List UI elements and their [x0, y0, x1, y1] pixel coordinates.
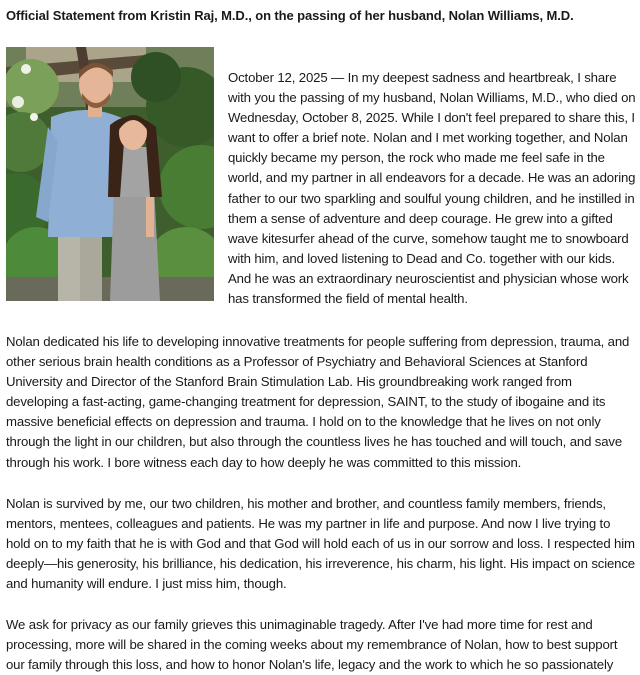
statement-paragraph-4: We ask for privacy as our family grieves this unimaginable tragedy. After I've had more time for rest and processing, more will be shared in the coming weeks about my remembrance of Nolan, how to best support our family through this loss, and how to honor Nolan's life, legacy and the work to which he so passionately: [6, 617, 618, 673]
statement-paragraph-3: Nolan is survived by me, our two children, his mother and brother, and countless family members, friends, mentors, mentees, colleagues and patients. He was my partner in life and purpose. And now I live trying to hold on to my faith that he is with God and that God will hold each of us in our sorrow and loss. I respected him deeply—his generosity, his brilliance, his dedication, his irreverence, his charm, his light. His impact on science and humanity will endure. I just miss him, though.: [6, 496, 635, 592]
couple-photo: [6, 47, 214, 301]
statement-paragraph-1: October 12, 2025 — In my deepest sadness and heartbreak, I share with you the passing of my husband, Nolan Williams, M.D., who died on Wednesday, October 8, 2025. While I don't feel prepared to share this, I want to offer a brief note. Nolan and I met working together, and Nolan quickly became my person, the rock who made me feel safe in the world, and my partner in all endeavors for a decade. He was an adoring father to our two sparkling and soulful young children, and he instilled in them a sense of adventure and deep courage. He grew into a gifted wave kitesurfer ahead of the curve, somehow taught me to snowboard with him, and loved listening to Dead and Co. together with our kids. And he was an extraordinary neuroscientist and physician whose work has transformed the field of mental health.: [228, 70, 636, 307]
statement-title: Official Statement from Kristin Raj, M.D., on the passing of her husband, Nolan Williams, M.D.: [6, 8, 574, 23]
statement-paragraph-2: Nolan dedicated his life to developing innovative treatments for people suffering from depression, trauma, and other serious brain health conditions as a Professor of Psychiatry and Behavioral Sciences at Stanford University and Director of the Stanford Brain Stimulation Lab. His groundbreaking work ranged from developing a fast-acting, game-changing treatment for depression, SAINT, to the study of ibogaine and its massive beneficial effects on depression and trauma. I hold on to the knowledge that he lives on not only through the light in our children, but also through the countless lives he has touched and will touch, and save through his work. I bore witness each day to how deeply he was committed to this mission.: [6, 334, 630, 470]
